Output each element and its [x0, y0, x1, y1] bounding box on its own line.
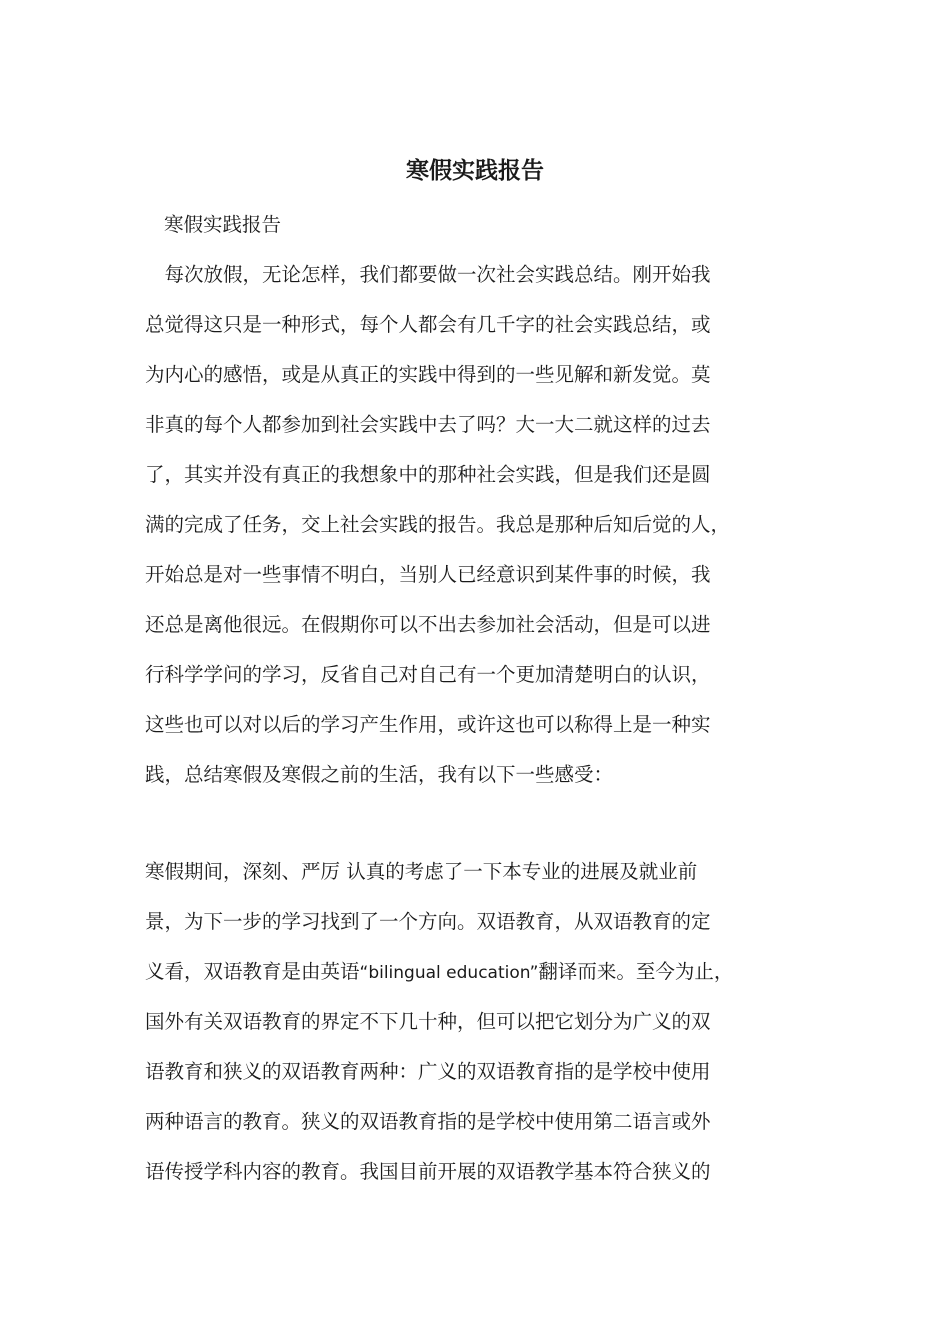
- paragraph-line: 开始总是对一些事情不明白，当别人已经意识到某件事的时候，我: [145, 563, 711, 586]
- paragraph-text: 义看，双语教育是由英语: [145, 960, 360, 983]
- paragraph-intro: [145, 250, 825, 800]
- paragraph-line: 语教育和狭义的双语教育两种：广义的双语教育指的是学校中使用: [145, 1060, 711, 1083]
- paragraph-line-mixed: [145, 947, 825, 997]
- paragraph-line: 为内心的感悟，或是从真正的实践中得到的一些见解和新发觉。莫: [145, 363, 711, 386]
- paragraph-line: 每次放假，无论怎样，我们都要做一次社会实践总结。刚开始我: [145, 263, 711, 286]
- paragraph-line: 国外有关双语教育的界定不下几十种，但可以把它划分为广义的双: [145, 1010, 711, 1033]
- paragraph-line: 非真的每个人都参加到社会实践中去了吗？大一大二就这样的过去: [145, 413, 711, 436]
- paragraph-line: 寒假期间，深刻、严厉 认真的考虑了一下本专业的进展及就业前: [145, 860, 698, 883]
- paragraph-line: 行科学学问的学习，反省自己对自己有一个更加清楚明白的认识，: [145, 663, 711, 686]
- paragraph-bilingual: [145, 847, 825, 1197]
- paragraph-line: 总觉得这只是一种形式，每个人都会有几千字的社会实践总结，或: [145, 313, 711, 336]
- document-title: 寒假实践报告: [406, 157, 544, 184]
- paragraph-line: 两种语言的教育。狭义的双语教育指的是学校中使用第二语言或外: [145, 1110, 711, 1133]
- paragraph-line: 景，为下一步的学习找到了一个方向。双语教育，从双语教育的定: [145, 910, 711, 933]
- paragraph-line: 满的完成了任务，交上社会实践的报告。我总是那种后知后觉的人，: [145, 513, 731, 536]
- paragraph-line: 了，其实并没有真正的我想象中的那种社会实践，但是我们还是圆: [145, 463, 711, 486]
- paragraph-line: 还总是离他很远。在假期你可以不出去参加社会活动，但是可以进: [145, 613, 711, 636]
- english-term: “bilingual education”: [359, 963, 539, 983]
- paragraph-line: 践，总结寒假及寒假之前的生活，我有以下一些感受：: [145, 763, 614, 786]
- document-subtitle: 寒假实践报告: [164, 213, 282, 236]
- paragraph-line: 这些也可以对以后的学习产生作用，或许这也可以称得上是一种实: [145, 713, 711, 736]
- paragraph-text: 翻译而来。至今为止，: [538, 960, 734, 983]
- paragraph-line: 语传授学科内容的教育。我国目前开展的双语教学基本符合狭义的: [145, 1160, 711, 1183]
